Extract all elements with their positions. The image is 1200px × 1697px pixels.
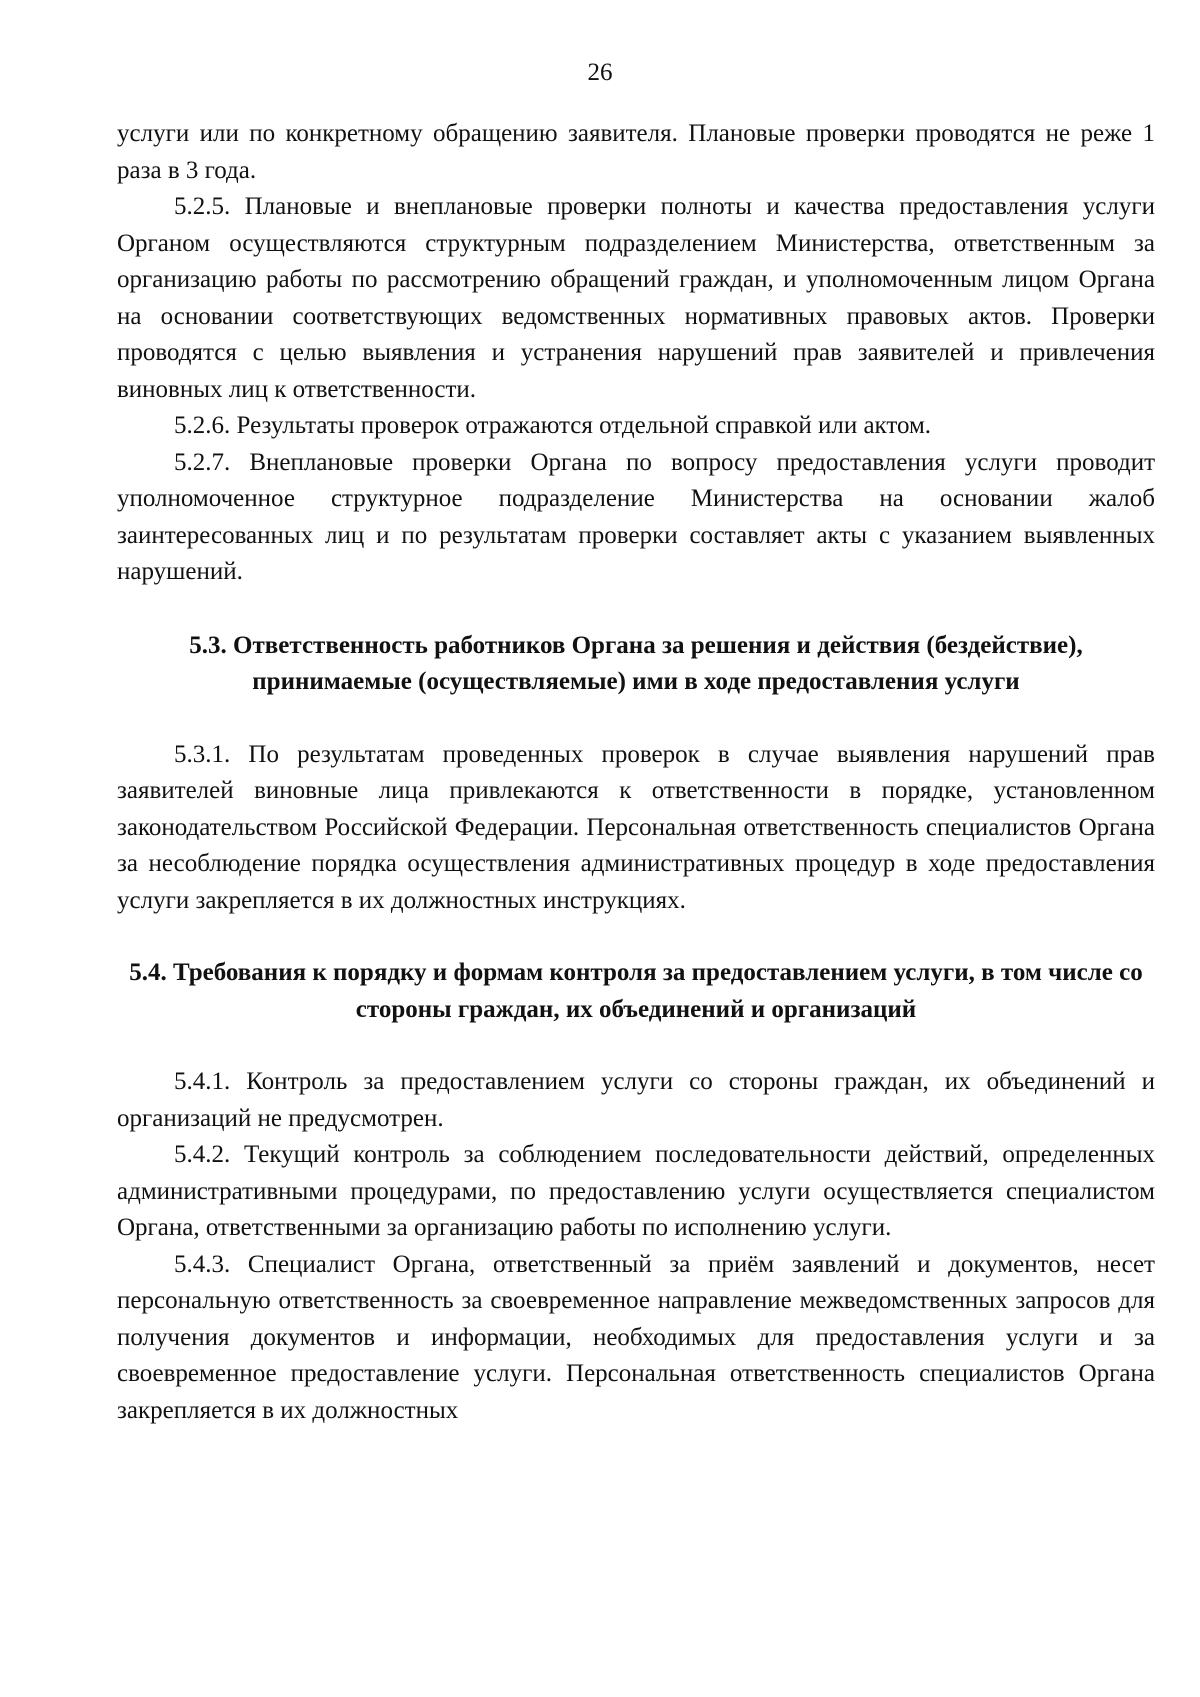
document-body xyxy=(117,116,1155,1429)
section-heading-5-4: 5.4. Требования к порядку и формам контроля за предоставлением услуги, в том числе со стороны граждан, их объединений и организаций xyxy=(129,959,1143,1023)
page-number: 26 xyxy=(587,59,613,86)
paragraph-continuation: услуги или по конкретному обращению заявителя. Плановые проверки проводятся не реже 1 раза в 3 года. xyxy=(117,120,1155,184)
paragraph-5-2-6: 5.2.6. Результаты проверок отражаются отдельной справкой или актом. xyxy=(174,412,932,439)
paragraph-5-4-1: 5.4.1. Контроль за предоставлением услуги со стороны граждан, их объединений и организаций не предусмотрен. xyxy=(117,1068,1155,1132)
paragraph-5-2-5: 5.2.5. Плановые и внеплановые проверки полноты и качества предоставления услуги Органом осуществляются структурным подразделением Министерства, ответственным за организацию работы по рассмотрению обращений граждан, и уполномоченным лицом Органа на основании соответствующих ведомственных нормативных правовых актов. Проверки проводятся с целью выявления и устранения нарушений прав заявителей и привлечения виновных лиц к ответственности. xyxy=(117,193,1155,403)
paragraph-5-4-2: 5.4.2. Текущий контроль за соблюдением последовательности действий, определенных административными процедурами, по предоставлению услуги осуществляется специалистом Органа, ответственными за организацию работы по исполнению услуги. xyxy=(117,1141,1155,1241)
paragraph-5-2-7: 5.2.7. Внеплановые проверки Органа по вопросу предоставления услуги проводит уполномоченное структурное подразделение Министерства на основании жалоб заинтересованных лиц и по результатам проверки составляет акты с указанием выявленных нарушений. xyxy=(117,448,1155,585)
paragraph-5-3-1: 5.3.1. По результатам проведенных проверок в случае выявления нарушений прав заявителей виновные лица привлекаются к ответственности в порядке, установленном законодательством Российской Федерации. Персональная ответственность специалистов Органа за несоблюдение порядка осуществления административных процедур в ходе предоставления услуги закрепляется в их должностных инструкциях. xyxy=(117,740,1155,914)
paragraph-5-4-3: 5.4.3. Специалист Органа, ответственный за приём заявлений и документов, несет персональную ответственность за своевременное направление межведомственных запросов для получения документов и информации, необходимых для предоставления услуги и за своевременное предоставление услуги. Персональная ответственность специалистов Органа закрепляется в их должностных xyxy=(117,1250,1155,1424)
section-heading-5-3: 5.3. Ответственность работников Органа за решения и действия (бездействие), принимаемые (осуществляемые) ими в ходе предоставления услуги xyxy=(189,631,1083,695)
